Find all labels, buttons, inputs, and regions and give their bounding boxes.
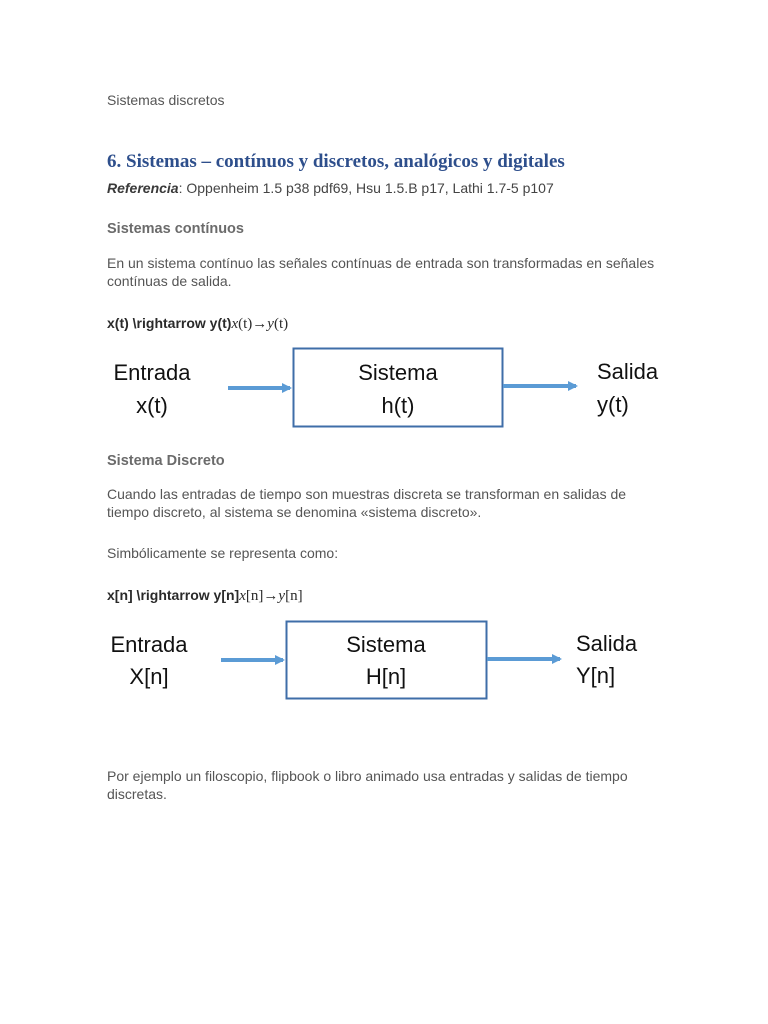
paragraph-discrete: Cuando las entradas de tiempo son muestras discreta se transforman en salidas de tiempo discreto, al sistema se denomina «sistema discreto». — [107, 486, 627, 520]
formula-continuous-rendered — [231, 316, 288, 332]
diagram-continuous-system-response: h(t) — [381, 393, 415, 418]
diagram-discrete-system-label: Sistema — [346, 632, 426, 657]
diagram-continuous-system-label: Sistema — [358, 360, 438, 385]
formula-discrete-x-arg: [n] — [245, 588, 264, 604]
formula-continuous-latex: x(t) \rightarrow y(t) — [107, 315, 232, 331]
page-header: Sistemas discretos — [107, 92, 225, 108]
diagram-discrete-output-signal: Y[n] — [576, 663, 616, 688]
subheading-continuous: Sistemas contínuos — [107, 221, 244, 237]
block-diagram-continuous — [0, 340, 768, 440]
diagram-continuous-output-label: Salida — [597, 359, 659, 384]
diagram-continuous-input-signal: x(t) — [136, 393, 168, 418]
formula-continuous-arrow: → — [252, 316, 268, 332]
formula-discrete-y-arg: [n] — [285, 588, 303, 604]
formula-discrete-x: x — [239, 588, 246, 604]
diagram-continuous-input-label: Entrada — [113, 360, 191, 385]
diagram-discrete-input-signal: X[n] — [129, 664, 169, 689]
formula-continuous-x-arg: (t) — [238, 316, 253, 332]
formula-continuous-y: y — [267, 316, 274, 332]
diagram-continuous-output-signal: y(t) — [597, 392, 629, 417]
block-diagram-discrete — [0, 615, 768, 710]
subheading-discrete: Sistema Discreto — [107, 453, 225, 469]
formula-continuous-y-arg: (t) — [273, 316, 289, 332]
diagram-discrete-output-label: Salida — [576, 631, 638, 656]
formula-discrete-latex: x[n] \rightarrow y[n] — [107, 587, 240, 603]
diagram-discrete-system-response: H[n] — [365, 664, 407, 689]
paragraph-symbolic: Simbólicamente se representa como: — [107, 545, 339, 561]
paragraph-example: Por ejemplo un filoscopio, flipbook o libro animado usa entradas y salidas de tiempo discretas. — [107, 768, 628, 802]
formula-discrete-y: y — [278, 588, 286, 604]
formula-continuous — [107, 315, 288, 333]
reference-label: Referencia — [107, 180, 179, 196]
paragraph-continuous: En un sistema contínuo las señales contínuas de entrada son transformadas en señales contínuas de salida. — [107, 255, 655, 289]
formula-discrete-rendered — [239, 588, 302, 604]
section-heading: 6. Sistemas – contínuos y discretos, analógicos y digitales — [107, 151, 565, 172]
formula-discrete-arrow: → — [263, 588, 279, 604]
diagram-discrete-input-label: Entrada — [110, 632, 188, 657]
formula-continuous-x: x — [231, 316, 239, 332]
reference-line — [107, 180, 554, 196]
formula-discrete — [107, 587, 303, 605]
reference-text: : Oppenheim 1.5 p38 pdf69, Hsu 1.5.B p17, Lathi 1.7-5 p107 — [178, 180, 554, 196]
